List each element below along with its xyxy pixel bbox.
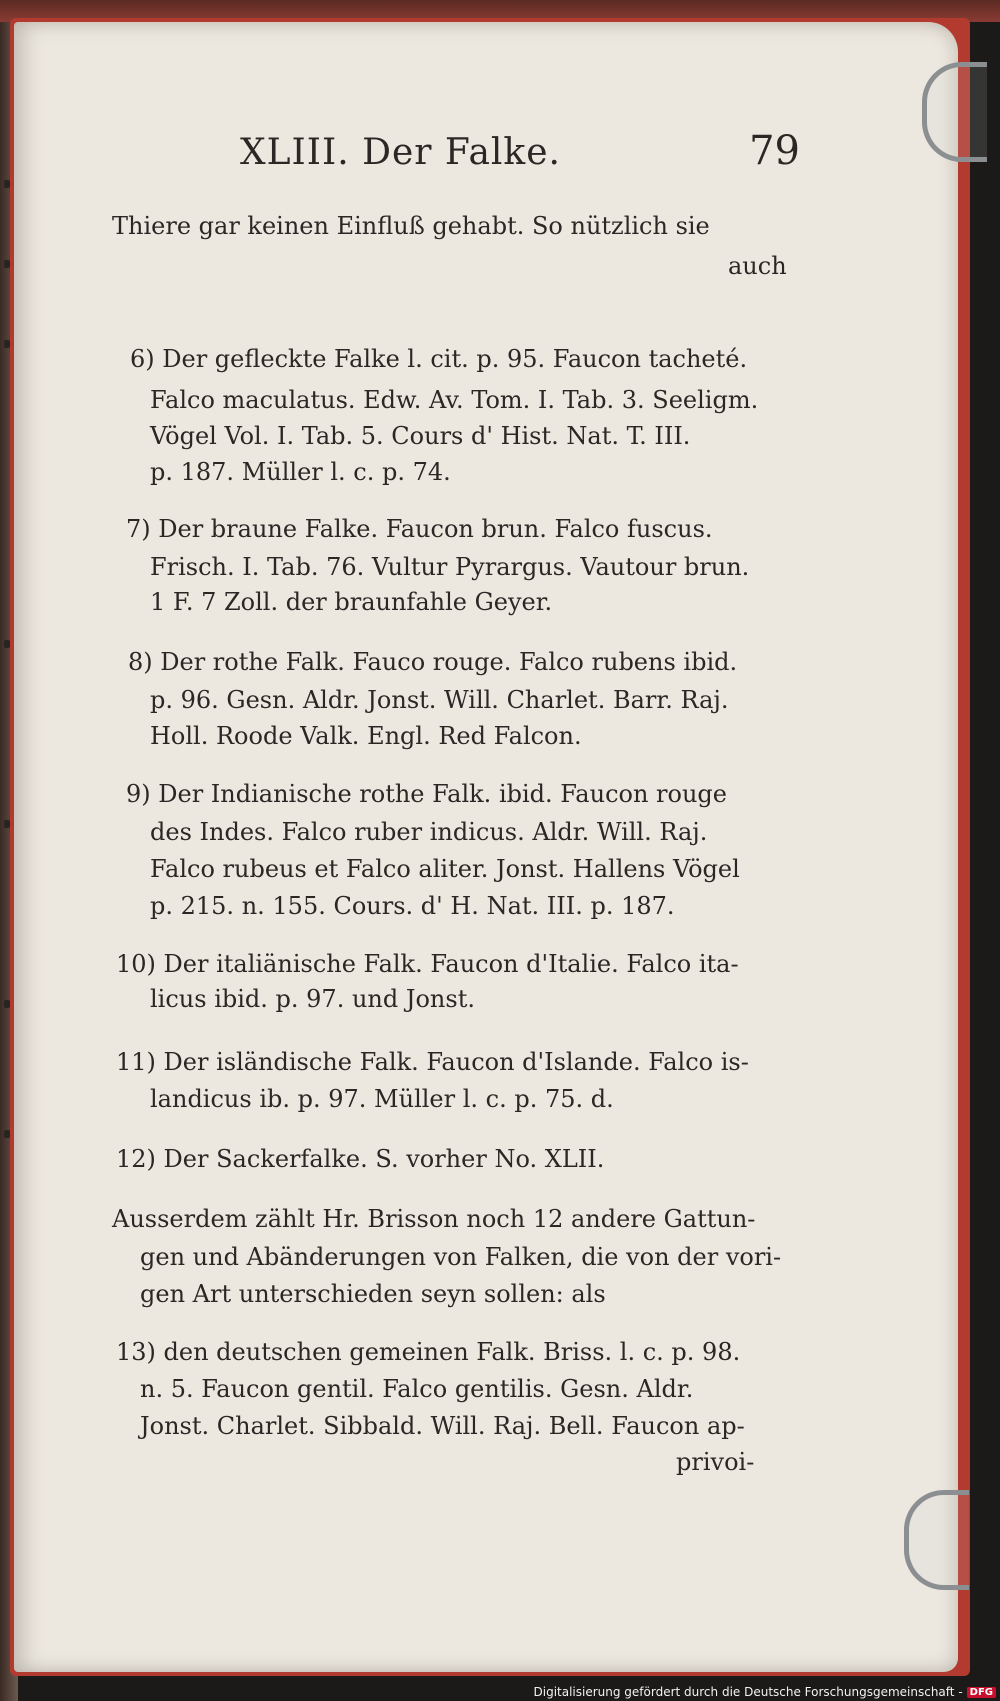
header-title: XLIII. Der Falke. — [240, 132, 561, 173]
entry-line: licus ibid. p. 97. und Jonst. — [150, 985, 475, 1013]
margin-mark — [4, 260, 10, 268]
margin-mark — [4, 1130, 10, 1138]
entry-line: 13) den deutschen gemeinen Falk. Briss. l. c. p. 98. — [116, 1338, 741, 1366]
catchword: privoi- — [676, 1448, 755, 1476]
entry-line: landicus ib. p. 97. Müller l. c. p. 75. d. — [150, 1085, 614, 1113]
entry-line: des Indes. Falco ruber indicus. Aldr. Will. Raj. — [150, 818, 708, 846]
catchword: auch — [728, 252, 787, 280]
margin-mark — [4, 340, 10, 348]
running-header — [240, 128, 800, 174]
paragraph-line: Ausserdem zählt Hr. Brisson noch 12 andere Gattun- — [112, 1205, 756, 1233]
page-clip-icon — [922, 62, 987, 162]
entry-line: n. 5. Faucon gentil. Falco gentilis. Gesn. Aldr. — [140, 1375, 694, 1403]
margin-mark — [4, 1000, 10, 1008]
page-clip-icon — [904, 1490, 969, 1590]
dfg-logo: DFG — [967, 1687, 996, 1698]
entry-line: 10) Der italiänische Falk. Faucon d'Italie. Falco ita- — [116, 950, 739, 978]
paragraph-line: gen und Abänderungen von Falken, die von der vori- — [140, 1243, 782, 1271]
margin-mark — [4, 180, 10, 188]
page-number: 79 — [749, 128, 800, 174]
margin-mark — [4, 820, 10, 828]
entry-line: Falco maculatus. Edw. Av. Tom. I. Tab. 3. Seeligm. — [150, 386, 759, 414]
entry-line: Falco rubeus et Falco aliter. Jonst. Hallens Vögel — [150, 855, 740, 883]
entry-line: 11) Der isländische Falk. Faucon d'Islande. Falco is- — [116, 1048, 749, 1076]
entry-line: 12) Der Sackerfalke. S. vorher No. XLII. — [116, 1145, 605, 1173]
entry-line: p. 96. Gesn. Aldr. Jonst. Will. Charlet. Barr. Raj. — [150, 686, 729, 714]
entry-line: Jonst. Charlet. Sibbald. Will. Raj. Bell. Faucon ap- — [140, 1412, 745, 1440]
entry-line: Vögel Vol. I. Tab. 5. Cours d' Hist. Nat. T. III. — [150, 422, 691, 450]
entry-line: p. 187. Müller l. c. p. 74. — [150, 458, 451, 486]
margin-mark — [4, 640, 10, 648]
entry-line: 1 F. 7 Zoll. der braunfahle Geyer. — [150, 588, 553, 616]
entry-line: 6) Der gefleckte Falke l. cit. p. 95. Faucon tacheté. — [130, 345, 748, 373]
credit-text: Digitalisierung gefördert durch die Deutsche Forschungsgemeinschaft - — [533, 1685, 963, 1699]
entry-line: 7) Der braune Falke. Faucon brun. Falco fuscus. — [126, 515, 713, 543]
entry-line: p. 215. n. 155. Cours. d' H. Nat. III. p. 187. — [150, 892, 675, 920]
entry-line: Frisch. I. Tab. 76. Vultur Pyrargus. Vautour brun. — [150, 553, 750, 581]
digitization-credit — [534, 1685, 997, 1699]
entry-line: 9) Der Indianische rothe Falk. ibid. Faucon rouge — [126, 780, 727, 808]
entry-line: Holl. Roode Valk. Engl. Red Falcon. — [150, 722, 582, 750]
entry-line: 8) Der rothe Falk. Fauco rouge. Falco rubens ibid. — [128, 648, 738, 676]
paragraph-line: gen Art unterschieden seyn sollen: als — [140, 1280, 606, 1308]
text-line: Thiere gar keinen Einfluß gehabt. So nützlich sie — [112, 212, 710, 240]
